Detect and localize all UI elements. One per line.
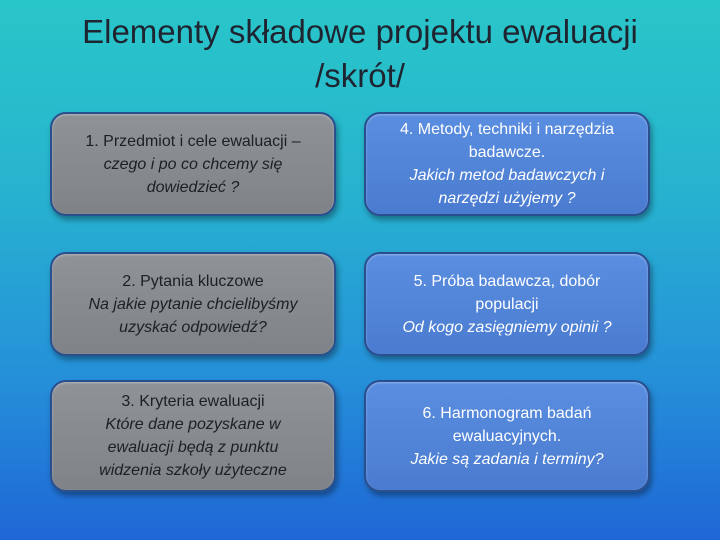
box-3-criteria bbox=[50, 380, 336, 492]
box-3-line-2: ewaluacji będą z punktu bbox=[107, 439, 279, 456]
box-6-schedule bbox=[364, 380, 650, 492]
box-5-heading-2: populacji bbox=[475, 295, 539, 313]
box-2-key-questions bbox=[50, 252, 336, 356]
box-1-subject-goals bbox=[50, 112, 336, 216]
slide-title bbox=[0, 10, 720, 98]
box-1-line-1: czego i po co chcemy się bbox=[103, 155, 283, 173]
box-6-heading-2: ewaluacyjnych. bbox=[452, 427, 562, 445]
box-3-line-1: Które dane pozyskane w bbox=[105, 416, 281, 433]
box-5-sample bbox=[364, 252, 650, 356]
box-2-heading: 2. Pytania kluczowe bbox=[122, 272, 264, 290]
box-4-methods bbox=[364, 112, 650, 216]
box-6-line-1: Jakie są zadania i terminy? bbox=[410, 450, 604, 468]
box-3-heading: 3. Kryteria ewaluacji bbox=[121, 393, 265, 410]
slide-title-line1: Elementy składowe projektu ewaluacji bbox=[82, 13, 638, 50]
box-4-heading: 4. Metody, techniki i narzędzia bbox=[399, 121, 615, 138]
box-4-line-1: Jakich metod badawczych i bbox=[409, 167, 605, 184]
box-6-heading: 6. Harmonogram badań bbox=[422, 404, 592, 422]
box-4-heading-2: badawcze. bbox=[468, 144, 546, 161]
box-1-line-2: dowiedzieć ? bbox=[146, 178, 240, 196]
box-1-heading: 1. Przedmiot i cele ewaluacji – bbox=[85, 132, 301, 150]
box-2-line-2: uzyskać odpowiedź? bbox=[119, 318, 267, 336]
box-4-line-2: narzędzi użyjemy ? bbox=[438, 190, 576, 207]
box-3-line-3: widzenia szkoły użyteczne bbox=[99, 462, 287, 479]
box-2-line-1: Na jakie pytanie chcielibyśmy bbox=[88, 295, 298, 313]
slide-title-line2: /skrót/ bbox=[315, 57, 405, 94]
box-5-line-1: Od kogo zasięgniemy opinii ? bbox=[402, 318, 612, 336]
box-5-heading: 5. Próba badawcza, dobór bbox=[413, 272, 601, 290]
